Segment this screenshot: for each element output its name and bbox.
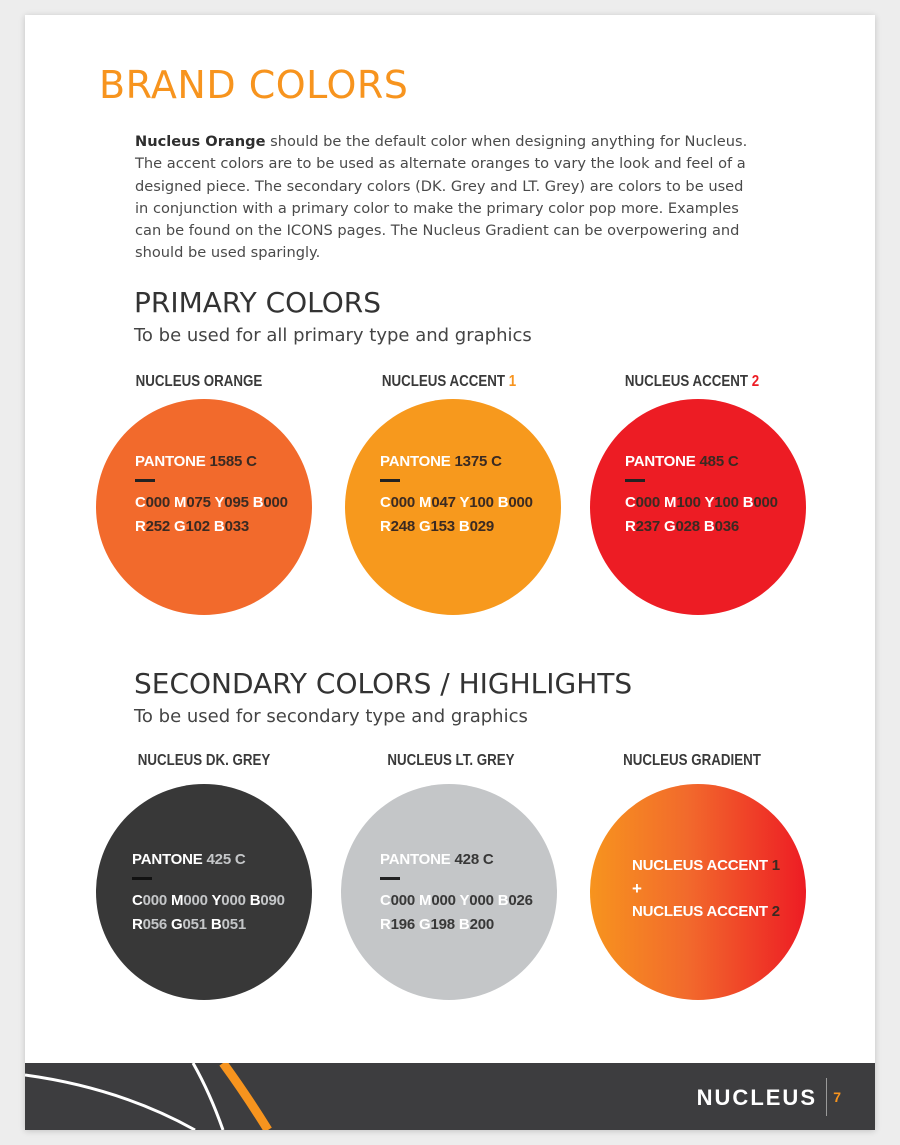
swatch-name-text: NUCLEUS ACCENT [624,373,749,390]
cmyk-value: 100 [469,494,494,511]
rgb-letter: R [625,518,636,535]
rgb-value: 036 [714,518,739,535]
cmyk-row [625,493,778,513]
rgb-letter: G [664,518,676,535]
gradient-specs [632,856,780,922]
cmyk-letter: Y [211,892,222,909]
cmyk-letter: B [252,494,264,511]
cmyk-letter: M [419,494,432,511]
rgb-letter: G [174,518,186,535]
intro-text: should be the default color when designing anything for Nucleus. The accent colors are to be used as alternate oranges to vary the look and feel of a designed piece. The secondary colors (DK. Grey and LT. Grey) are colors to be used in conjunction with a primary color to make the primary color pop more. Examples can be found on the ICONS pages. The Nucleus Gradient can be overpowering and should be used sparingly. [135,133,748,262]
gradient-line-1-text: NUCLEUS ACCENT [632,857,768,874]
cmyk-letter: M [664,494,677,511]
cmyk-value: 000 [183,892,208,909]
swatch-name-nucleus-accent-2 [589,373,795,391]
swatch-name-nucleus-gradient [589,752,795,770]
cmyk-letter: B [497,892,509,909]
cmyk-row [132,891,285,911]
swoosh-orange-line [223,1063,268,1130]
rgb-letter: R [132,916,143,933]
pantone-value: 428 C [454,851,494,868]
rgb-row [135,517,288,537]
rgb-value: 248 [390,518,416,535]
cmyk-letter: C [132,892,143,909]
cmyk-letter: M [174,494,187,511]
cmyk-row [380,493,533,513]
rgb-letter: B [213,518,225,535]
rgb-letter: B [458,916,470,933]
cmyk-value: 000 [390,892,416,909]
cmyk-letter: B [497,494,509,511]
divider-dash [380,479,400,482]
swatch-circle-nucleus-orange [96,399,312,615]
swatch-name-text: NUCLEUS DK. GREY [137,752,271,769]
rgb-row [132,915,285,935]
gradient-line-2-text: NUCLEUS ACCENT [632,903,768,920]
cmyk-letter: Y [459,494,470,511]
gradient-line-2-suffix: 2 [771,903,780,920]
swatch-name-text: NUCLEUS LT. GREY [387,752,515,769]
cmyk-value: 075 [186,494,211,511]
cmyk-value: 000 [142,892,168,909]
rgb-letter: R [135,518,146,535]
pantone-label: PANTONE [380,453,451,470]
cmyk-letter: Y [459,892,470,909]
color-specs [625,452,778,537]
intro-bold-term: Nucleus Orange [135,133,266,150]
cmyk-value: 000 [469,892,494,909]
pantone-label: PANTONE [132,851,203,868]
rgb-value: 252 [145,518,171,535]
page-footer [25,1063,875,1130]
swatch-name-nucleus-dk-grey [101,752,307,770]
cmyk-value: 000 [431,892,456,909]
cmyk-letter: C [380,494,391,511]
cmyk-value: 000 [263,494,288,511]
primary-section-title: PRIMARY COLORS [134,286,382,319]
cmyk-letter: Y [704,494,715,511]
rgb-letter: G [171,916,183,933]
swatch-circle-nucleus-gradient [590,784,806,1000]
rgb-letter: G [419,518,431,535]
rgb-row [625,517,778,537]
rgb-row [380,915,533,935]
color-specs [132,850,285,935]
gradient-line-2 [632,902,780,922]
gradient-line-1-suffix: 1 [771,857,780,874]
swatch-name-text: NUCLEUS ORANGE [135,373,263,390]
color-specs [135,452,288,537]
rgb-value: 196 [390,916,416,933]
divider-dash [132,877,152,880]
rgb-letter: R [380,518,391,535]
cmyk-letter: C [380,892,391,909]
rgb-value: 033 [224,518,249,535]
secondary-section-title: SECONDARY COLORS / HIGHLIGHTS [134,667,633,700]
cmyk-letter: B [742,494,754,511]
pantone-row [625,452,778,472]
brand-colors-page [25,15,875,1130]
pantone-row [135,452,288,472]
rgb-letter: G [419,916,431,933]
divider-dash [135,479,155,482]
swatch-name-nucleus-orange [96,373,302,391]
cmyk-value: 000 [635,494,661,511]
pantone-row [132,850,285,870]
cmyk-letter: B [249,892,261,909]
swatch-circle-nucleus-dk-grey [96,784,312,1000]
pantone-label: PANTONE [625,453,696,470]
cmyk-value: 095 [224,494,249,511]
color-specs [380,452,533,537]
rgb-letter: R [380,916,391,933]
cmyk-value: 000 [145,494,171,511]
plus-sign: + [632,879,642,898]
rgb-value: 051 [221,916,246,933]
swoosh-white-line [193,1063,223,1130]
color-specs [380,850,533,935]
cmyk-value: 047 [431,494,456,511]
pantone-label: PANTONE [380,851,451,868]
rgb-value: 056 [142,916,168,933]
footer-separator [826,1078,827,1116]
intro-paragraph [135,131,755,265]
rgb-letter: B [458,518,470,535]
cmyk-letter: M [419,892,432,909]
cmyk-row [380,891,533,911]
swoosh-white-arc [25,1075,195,1130]
cmyk-row [135,493,288,513]
swatch-name-text: NUCLEUS ACCENT [381,373,506,390]
secondary-section-subtitle: To be used for secondary type and graphics [134,706,528,727]
rgb-value: 028 [675,518,700,535]
pantone-value: 1585 C [209,453,257,470]
cmyk-letter: C [625,494,636,511]
rgb-value: 029 [469,518,494,535]
swatch-name-nucleus-lt-grey [348,752,554,770]
page-number: 7 [833,1089,841,1105]
cmyk-value: 100 [714,494,739,511]
cmyk-letter: M [171,892,184,909]
swatch-name-text: NUCLEUS GRADIENT [623,752,761,769]
swatch-circle-nucleus-accent-2 [590,399,806,615]
divider-dash [625,479,645,482]
cmyk-value: 000 [508,494,533,511]
rgb-value: 198 [430,916,455,933]
cmyk-value: 090 [260,892,285,909]
page-title: BRAND COLORS [99,63,409,107]
cmyk-letter: C [135,494,146,511]
rgb-value: 051 [182,916,207,933]
footer-brand-wordmark: NUCLEUS [696,1085,817,1110]
pantone-value: 425 C [206,851,246,868]
pantone-row [380,452,533,472]
divider-dash [380,877,400,880]
cmyk-value: 000 [390,494,416,511]
cmyk-value: 026 [508,892,533,909]
cmyk-value: 000 [753,494,778,511]
rgb-value: 237 [635,518,661,535]
rgb-letter: B [210,916,222,933]
gradient-line-1 [632,856,780,876]
rgb-value: 153 [430,518,455,535]
pantone-value: 1375 C [454,453,502,470]
rgb-letter: B [703,518,715,535]
pantone-row [380,850,533,870]
swatch-circle-nucleus-lt-grey [341,784,557,1000]
rgb-value: 200 [469,916,494,933]
pantone-label: PANTONE [135,453,206,470]
rgb-row [380,517,533,537]
pantone-value: 485 C [699,453,739,470]
primary-section-subtitle: To be used for all primary type and graphics [134,325,532,346]
swatch-name-suffix: 1 [508,373,517,390]
rgb-value: 102 [185,518,210,535]
cmyk-value: 000 [221,892,246,909]
footer-swoosh-graphic [25,1063,325,1130]
swatch-name-suffix: 2 [751,373,760,390]
swatch-circle-nucleus-accent-1 [345,399,561,615]
swatch-name-nucleus-accent-1 [346,373,552,391]
cmyk-letter: Y [214,494,225,511]
cmyk-value: 100 [676,494,701,511]
